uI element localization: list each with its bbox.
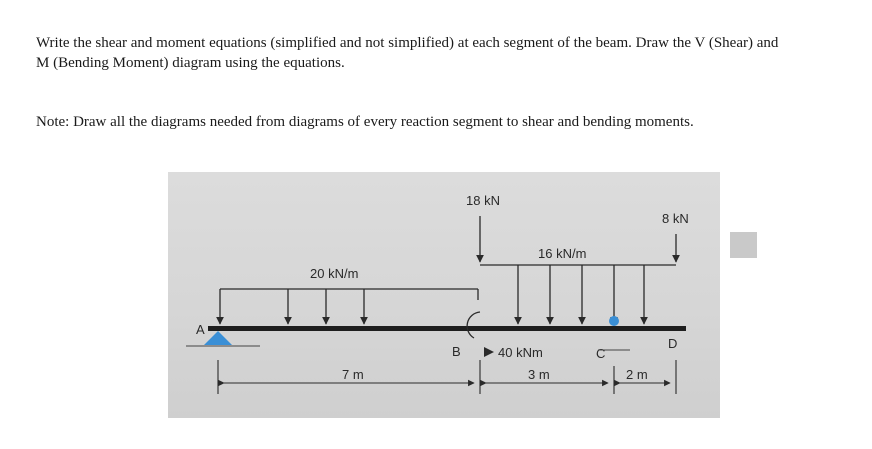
moment-b-label: 40 kNm bbox=[498, 345, 543, 360]
span-cd-label: 2 m bbox=[626, 367, 648, 382]
span-ab-label: 7 m bbox=[342, 367, 364, 382]
moment-b-arrowhead bbox=[484, 347, 494, 357]
point-load-b-label: 18 kN bbox=[466, 193, 500, 208]
label-b: B bbox=[452, 344, 461, 359]
beam bbox=[208, 326, 686, 331]
question-line-2: M (Bending Moment) diagram using the equations. bbox=[36, 55, 345, 71]
point-load-d-label: 8 kN bbox=[662, 211, 689, 226]
pin-support-a bbox=[204, 331, 232, 345]
question-line-1: Write the shear and moment equations (simplified and not simplified) at each segment of the beam. Draw the V (Shear) and bbox=[36, 35, 779, 51]
gray-placeholder-box bbox=[730, 232, 757, 258]
label-a: A bbox=[196, 322, 205, 337]
dimension-lines bbox=[218, 360, 676, 394]
load-left-label: 20 kN/m bbox=[310, 266, 359, 281]
beam-diagram-svg bbox=[168, 172, 720, 418]
moment-b-arc bbox=[467, 312, 480, 338]
load-right-label: 16 kN/m bbox=[538, 246, 587, 261]
label-d: D bbox=[668, 336, 678, 351]
question-note: Note: Draw all the diagrams needed from diagrams of every reaction segment to shear and bending moments. bbox=[36, 114, 694, 130]
beam-figure bbox=[168, 172, 720, 418]
distributed-load-right bbox=[480, 265, 676, 324]
label-c: C bbox=[596, 346, 606, 361]
roller-support-c bbox=[609, 316, 619, 326]
span-bc-label: 3 m bbox=[528, 367, 550, 382]
distributed-load-left bbox=[220, 289, 478, 324]
